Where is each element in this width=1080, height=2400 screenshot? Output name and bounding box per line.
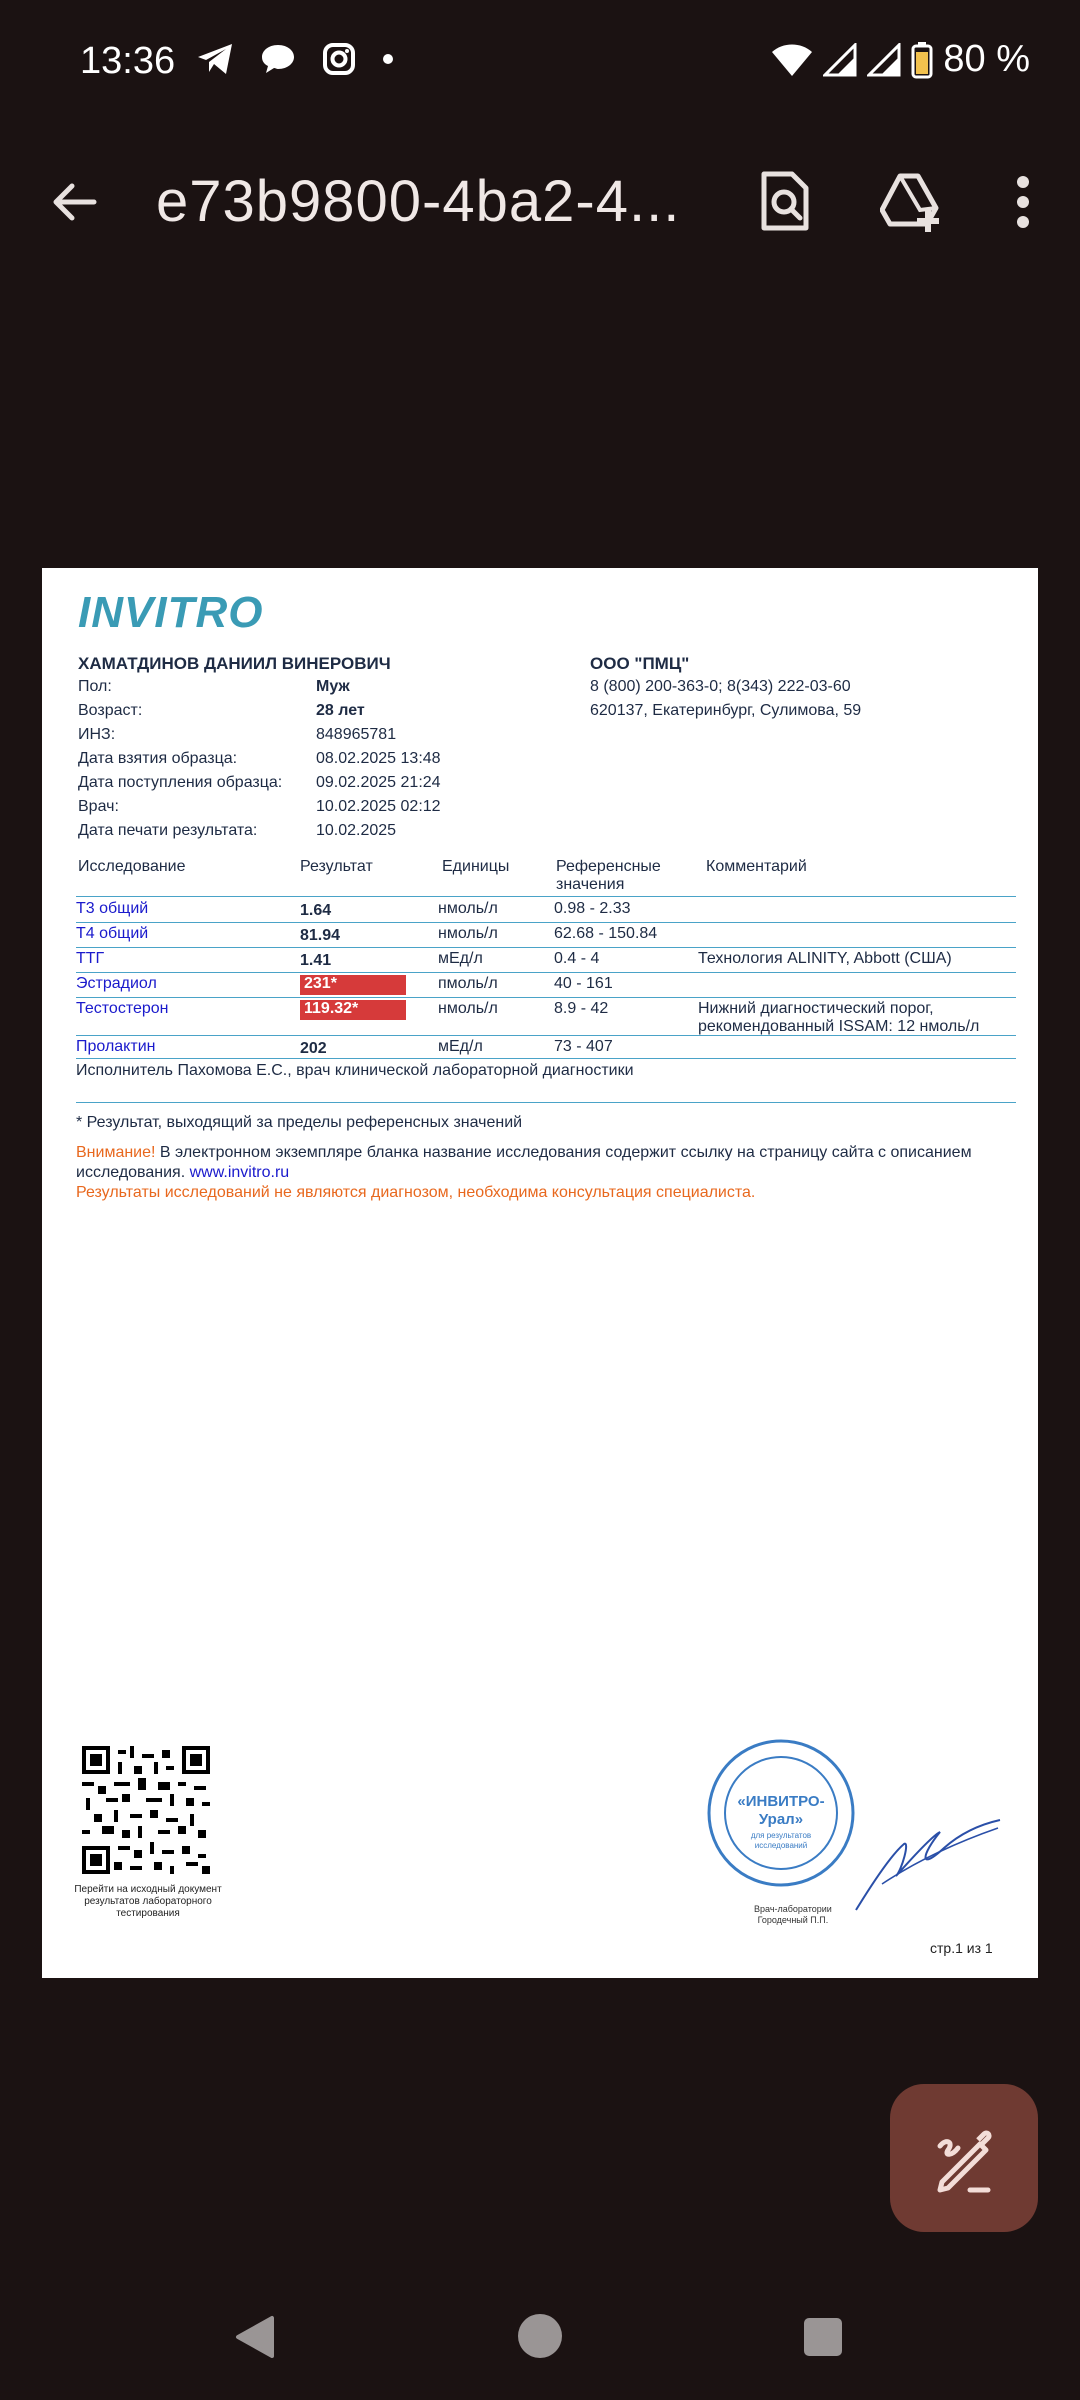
nav-back-icon[interactable] bbox=[232, 2314, 278, 2360]
dot-icon bbox=[382, 53, 394, 65]
notification-icons bbox=[196, 42, 394, 76]
edit-sign-icon bbox=[890, 2084, 1038, 2232]
lab-name: ООО "ПМЦ" bbox=[590, 654, 690, 673]
chat-icon bbox=[260, 42, 296, 76]
document-title: e73b9800-4ba2-4... bbox=[156, 169, 681, 234]
telegram-icon bbox=[196, 42, 234, 76]
col-header-ref: Референсные значения bbox=[556, 858, 661, 893]
lab-phone: 8 (800) 200-363-0; 8(343) 222-03-60 bbox=[590, 678, 851, 695]
nav-home-icon[interactable] bbox=[516, 2312, 564, 2360]
out-of-range-result: 231* bbox=[300, 975, 406, 995]
svg-text:«ИНВИТРО-: «ИНВИТРО- bbox=[737, 1793, 825, 1810]
invitro-logo: INVITRO bbox=[78, 588, 264, 637]
executor: Исполнитель Пахомова Е.С., врач клинической лабораторной диагностики bbox=[76, 1062, 634, 1079]
out-of-range-result: 119.32* bbox=[300, 1000, 406, 1020]
test-link-ttg[interactable]: ТТГ bbox=[76, 950, 105, 967]
col-header-result: Результат bbox=[300, 858, 373, 875]
signal-icon bbox=[823, 43, 857, 77]
svg-text:исследований: исследований bbox=[754, 1841, 808, 1850]
test-link-t4[interactable]: Т4 общий bbox=[76, 925, 149, 942]
qr-code[interactable] bbox=[82, 1746, 210, 1874]
warning-line2: исследования. www.invitro.ru bbox=[76, 1164, 290, 1181]
instagram-icon bbox=[322, 42, 356, 76]
battery-icon bbox=[911, 41, 933, 79]
status-time: 13:36 bbox=[80, 40, 176, 82]
qr-caption: Перейти на исходный документ результатов лабораторного тестирования bbox=[74, 1884, 222, 1919]
edit-fab-button[interactable] bbox=[890, 2084, 1038, 2232]
document-search-icon[interactable] bbox=[756, 170, 812, 234]
svg-text:для результатов: для результатов bbox=[750, 1831, 812, 1840]
svg-text:Урал»: Урал» bbox=[758, 1811, 804, 1828]
stamp-seal bbox=[706, 1738, 856, 1888]
app-bar bbox=[0, 140, 1080, 270]
doctor-caption: Врач-лаборатории Городечный П.П. bbox=[754, 1904, 832, 1925]
page-number: стр.1 из 1 bbox=[930, 1940, 993, 1956]
wifi-icon bbox=[771, 43, 813, 77]
disclaimer: Результаты исследований не являются диагнозом, необходима консультация специалиста. bbox=[76, 1184, 756, 1201]
invitro-link[interactable]: www.invitro.ru bbox=[189, 1164, 290, 1181]
signature bbox=[852, 1814, 1002, 1914]
footnote: * Результат, выходящий за пределы референсных значений bbox=[76, 1114, 523, 1131]
test-link-testosterone[interactable]: Тестостерон bbox=[76, 1000, 169, 1017]
test-link-prolactin[interactable]: Пролактин bbox=[76, 1038, 156, 1055]
col-header-comment: Комментарий bbox=[706, 858, 807, 875]
lab-address: 620137, Екатеринбург, Сулимова, 59 bbox=[590, 702, 862, 719]
arrow-left-icon[interactable] bbox=[48, 176, 100, 228]
col-header-test: Исследование bbox=[78, 858, 186, 875]
battery-percent: 80 % bbox=[943, 38, 1030, 80]
system-nav-bar bbox=[0, 2268, 1080, 2400]
patient-name: ХАМАТДИНОВ ДАНИИЛ ВИНЕРОВИЧ bbox=[78, 654, 391, 673]
col-header-units: Единицы bbox=[442, 858, 510, 875]
warning: Внимание! В электронном экземпляре бланка название исследования содержит ссылку на страницу сайта с описанием bbox=[76, 1144, 972, 1161]
drive-add-icon[interactable] bbox=[880, 170, 944, 234]
nav-recents-icon[interactable] bbox=[802, 2316, 844, 2358]
status-bar bbox=[0, 0, 1080, 130]
pdf-page[interactable]: INVITRO ХАМАТДИНОВ ДАНИИЛ ВИНЕРОВИЧ ООО "ПМЦ" 8 (800) 200-363-0; 8(343) 222-03-60 620137, Екатеринбург, Сулимова, 59 Пол: Муж Возраст: 28 лет ИНЗ: 848965781 Дата взятия образца: 08.02.2025 13:48 Дата поступления образца: 09.02.2025 21:24 Врач: 10.02.2025 02:12 Дата печати результата: 10.02.2025 Исследование Результат Единицы Референсные значения Комментарий Т3 общий 1.64 нмоль/л 0.98 - 2.33 Т4 общий 81.94 нмоль/л 62.68 - 150.84 ТТГ 1.41 мЕд/л 0.4 - 4 Технология ALINITY, Abbott (США) Эстрадиол 231* пмоль/л 40 - 161 Тестостерон 119.32* нмоль/л 8.9 - 42 Нижний диагностический порог, рекомендованный ISSAM: 12 нмоль/л Пролактин 202 мЕд/л 73 - 407 Исполнитель Пахомова Е.С., врач клинической лабораторной диагностики * Результат, выходящий за пределы референсных значений Внимание! В электронном экземпляре бланка название исследования содержит ссылку на страницу сайта с описанием исследования. www.invitro.ru Результаты исследований не являются диагнозом, необходима консультация специалиста. Перейти на исходный документ результатов лабораторного тестирования «ИНВИТРО- Урал» для результатов исследований Врач-лаборатории Городечный П.П. стр.1 из 1 bbox=[42, 568, 1038, 1978]
test-link-estradiol[interactable]: Эстрадиол bbox=[76, 975, 157, 992]
test-link-t3[interactable]: Т3 общий bbox=[76, 900, 149, 917]
more-vert-icon[interactable] bbox=[1014, 170, 1032, 234]
signal-icon-2 bbox=[867, 43, 901, 77]
